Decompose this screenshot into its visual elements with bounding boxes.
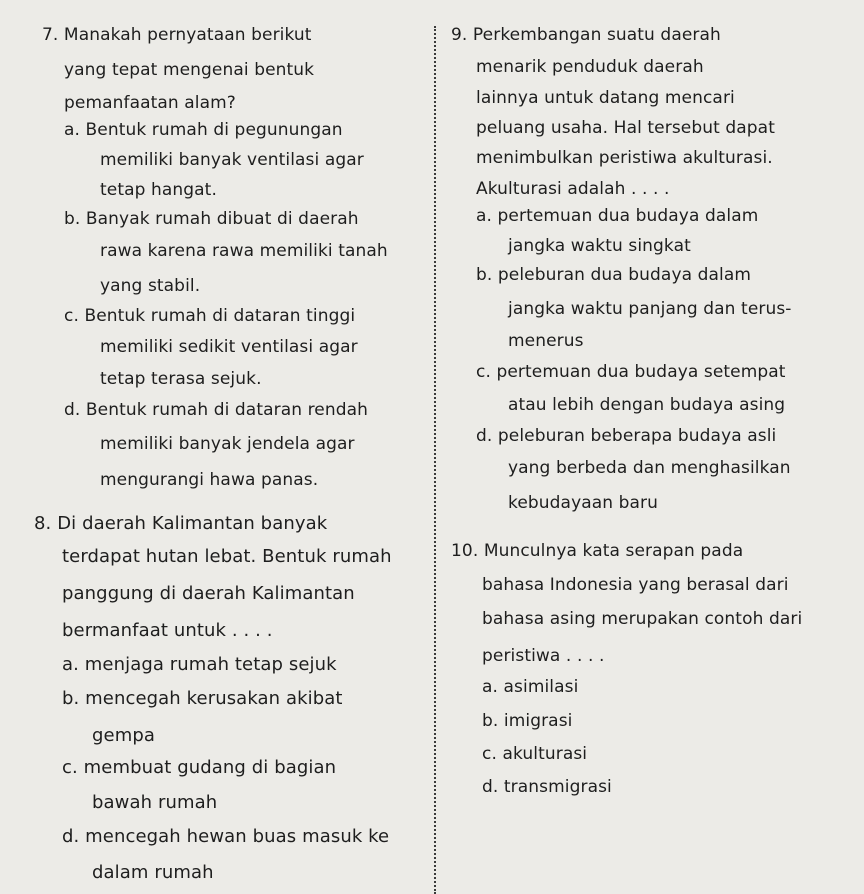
- column-divider: [434, 26, 436, 894]
- question-7-line: 7. Manakah pernyataan berikut: [42, 25, 312, 45]
- question-9-line: lainnya untuk datang mencari: [476, 88, 735, 108]
- question-8-line: panggung di daerah Kalimantan: [62, 583, 355, 604]
- question-8-option-b-cont: gempa: [92, 725, 155, 746]
- question-7-option-d-cont: mengurangi hawa panas.: [100, 470, 319, 490]
- question-7-option-c-cont: memiliki sedikit ventilasi agar: [100, 337, 358, 357]
- question-8-option-b: b. mencegah kerusakan akibat: [62, 688, 343, 709]
- question-9-option-d-cont: yang berbeda dan menghasilkan: [508, 458, 791, 478]
- question-7-option-b: b. Banyak rumah dibuat di daerah: [64, 209, 359, 229]
- question-7-line: yang tepat mengenai bentuk: [64, 60, 315, 80]
- question-9-line: menimbulkan peristiwa akulturasi.: [476, 148, 773, 168]
- question-9-option-a: a. pertemuan dua budaya dalam: [476, 206, 759, 226]
- question-7-line: pemanfaatan alam?: [64, 93, 236, 113]
- question-10-option-d: d. transmigrasi: [482, 777, 612, 797]
- question-8-option-d: d. mencegah hewan buas masuk ke: [62, 826, 390, 847]
- question-9-option-b: b. peleburan dua budaya dalam: [476, 265, 752, 285]
- question-7-option-a-cont: tetap hangat.: [100, 180, 217, 200]
- question-7-option-a-cont: memiliki banyak ventilasi agar: [100, 150, 364, 170]
- question-8-line: terdapat hutan lebat. Bentuk rumah: [62, 546, 392, 567]
- question-10-line: bahasa asing merupakan contoh dari: [482, 609, 803, 629]
- question-7-option-b-cont: yang stabil.: [100, 276, 201, 296]
- question-8-option-d-cont: dalam rumah: [92, 862, 214, 883]
- question-7-option-b-cont: rawa karena rawa memiliki tanah: [100, 241, 388, 261]
- question-10-line: 10. Munculnya kata serapan pada: [451, 541, 744, 561]
- question-8-line: 8. Di daerah Kalimantan banyak: [34, 513, 328, 534]
- question-9-line: peluang usaha. Hal tersebut dapat: [476, 118, 775, 138]
- question-9-option-c-cont: atau lebih dengan budaya asing: [508, 395, 786, 415]
- question-9-line: menarik penduduk daerah: [476, 57, 704, 77]
- question-9-option-b-cont: menerus: [508, 331, 584, 351]
- question-9-option-d-cont: kebudayaan baru: [508, 493, 659, 513]
- question-9-option-c: c. pertemuan dua budaya setempat: [476, 362, 786, 382]
- question-9-line: Akulturasi adalah . . . .: [476, 179, 670, 199]
- question-10-option-a: a. asimilasi: [482, 677, 579, 697]
- question-10-line: bahasa Indonesia yang berasal dari: [482, 575, 789, 595]
- question-7-option-a: a. Bentuk rumah di pegunungan: [64, 120, 343, 140]
- question-7-option-d-cont: memiliki banyak jendela agar: [100, 434, 355, 454]
- question-9-option-d: d. peleburan beberapa budaya asli: [476, 426, 777, 446]
- question-10-option-c: c. akulturasi: [482, 744, 588, 764]
- question-10-line: peristiwa . . . .: [482, 646, 605, 666]
- question-9-option-b-cont: jangka waktu panjang dan terus-: [508, 299, 792, 319]
- question-9-line: 9. Perkembangan suatu daerah: [451, 25, 721, 45]
- question-8-option-c-cont: bawah rumah: [92, 792, 218, 813]
- question-10-option-b: b. imigrasi: [482, 711, 573, 731]
- question-8-option-a: a. menjaga rumah tetap sejuk: [62, 654, 337, 675]
- question-8-line: bermanfaat untuk . . . .: [62, 620, 273, 641]
- question-7-option-c: c. Bentuk rumah di dataran tinggi: [64, 306, 356, 326]
- question-7-option-c-cont: tetap terasa sejuk.: [100, 369, 262, 389]
- question-7-option-d: d. Bentuk rumah di dataran rendah: [64, 400, 369, 420]
- question-8-option-c: c. membuat gudang di bagian: [62, 757, 337, 778]
- question-9-option-a-cont: jangka waktu singkat: [508, 236, 691, 256]
